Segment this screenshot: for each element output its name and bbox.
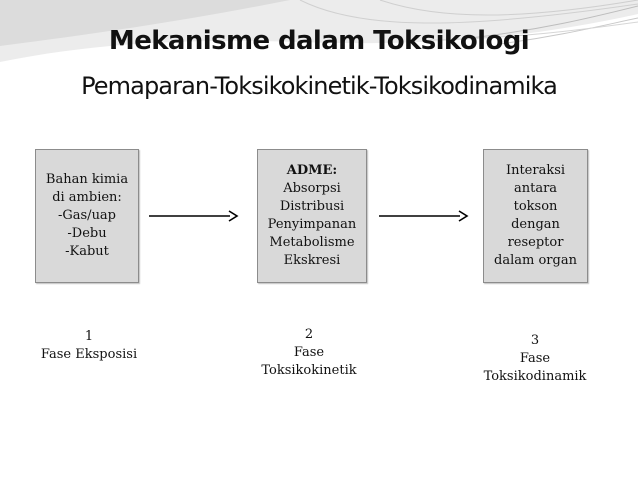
box-line: di ambien: xyxy=(52,190,122,205)
phase-label: Toksikokinetik xyxy=(261,363,357,378)
box-line: -Kabut xyxy=(65,244,109,259)
phase-label: Fase Eksposisi xyxy=(40,347,138,362)
box-line: dengan xyxy=(511,217,560,232)
phase-label: Fase xyxy=(519,351,551,366)
box-line: reseptor xyxy=(507,235,564,250)
arrow-right-icon xyxy=(149,211,237,221)
phase-number: 3 xyxy=(530,333,540,348)
slide-title: Mekanisme dalam Toksikologi xyxy=(108,26,530,56)
box-line: Penyimpanan xyxy=(267,217,357,232)
box-line: Metabolisme xyxy=(269,235,355,250)
box-line: -Gas/uap xyxy=(57,208,117,223)
phase-label: Fase xyxy=(293,345,325,360)
box-line: Absorpsi xyxy=(283,181,341,196)
box-line: Ekskresi xyxy=(283,253,341,268)
box-line: Distribusi xyxy=(279,199,345,214)
phase-number: 1 xyxy=(84,329,94,344)
phase-exposition xyxy=(27,328,151,364)
arrow-right-icon xyxy=(379,211,467,221)
slide-subtitle: Pemaparan-Toksikokinetik-Toksikodinamika xyxy=(81,72,557,100)
box-line: Interaksi xyxy=(505,163,566,178)
box-line: tokson xyxy=(513,199,558,214)
box-line: Bahan kimia xyxy=(45,172,129,187)
box-line: antara xyxy=(513,181,558,196)
box-line: -Debu xyxy=(67,226,107,241)
box-line: dalam organ xyxy=(494,253,577,268)
phase-label: Toksikodinamik xyxy=(483,369,587,384)
phase-number: 2 xyxy=(304,327,314,342)
adme-heading: ADME: xyxy=(286,163,338,178)
phase-toxicodynamic xyxy=(470,332,600,386)
phase-toxicokinetic xyxy=(247,326,371,380)
